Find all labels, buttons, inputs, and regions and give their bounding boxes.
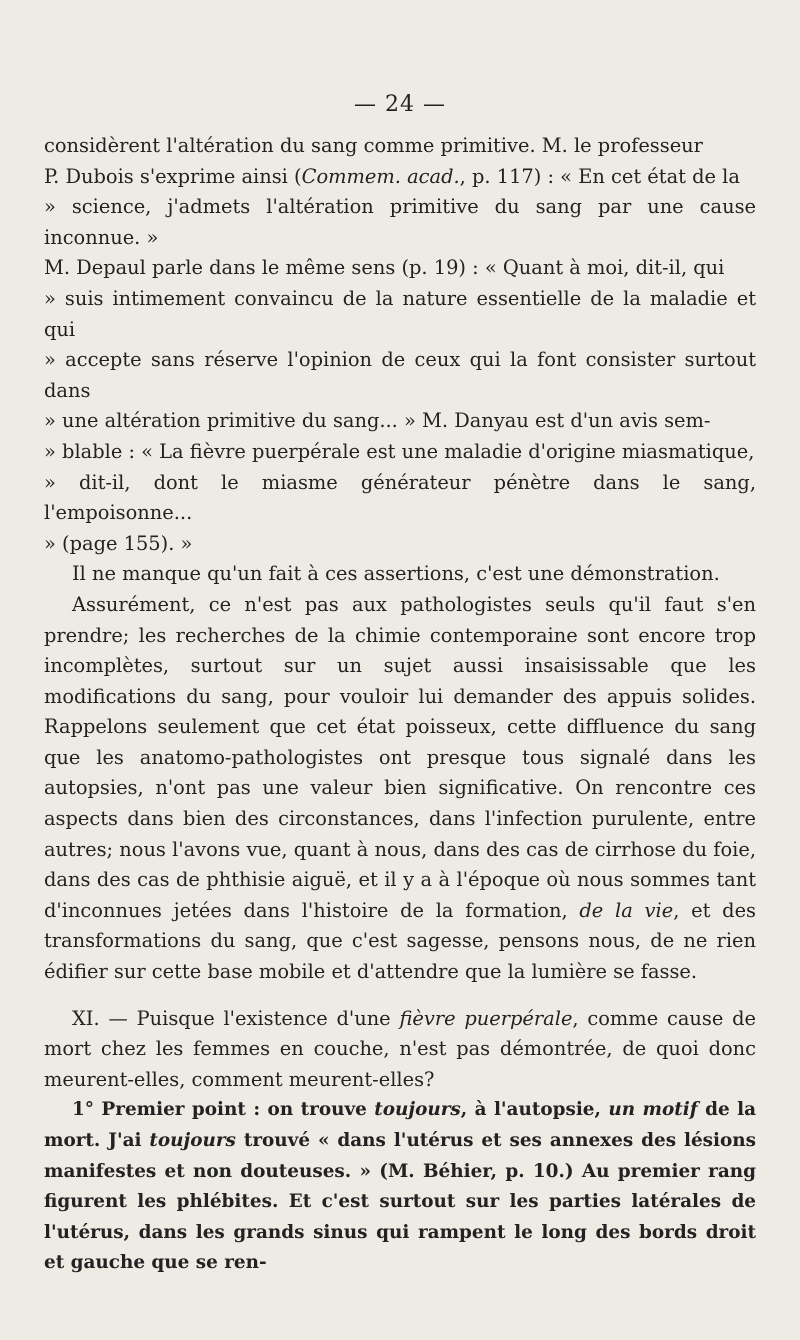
text-line: » blable : « La fièvre puerpérale est une maladie d'origine miasmatique,: [44, 439, 755, 463]
paragraph-assertions: Il ne manque qu'un fait à ces assertions, c'est une démonstration.: [72, 562, 720, 586]
text-line: » accepte sans réserve l'opinion de ceux qui la font consister surtout dans: [44, 348, 756, 402]
text-segment: de la mort. J'ai: [44, 1099, 756, 1151]
emphasis-italic: toujours: [374, 1099, 461, 1121]
text-line: [44, 162, 756, 193]
paragraph-chemistry: [44, 590, 756, 988]
text-segment: XI. — Puisque l'existence d'une: [72, 1006, 400, 1030]
text-segment: , et des transformations du sang, que c'est sagesse, pensons nous, de ne rien édifier sur cette base mobile et d'attendre que la lumière se fasse.: [44, 898, 756, 984]
emphasis-italic: toujours: [149, 1130, 236, 1151]
text-line: M. Depaul parle dans le même sens (p. 19) : « Quant à moi, dit-il, qui: [44, 256, 725, 280]
text-segment: Assurément, ce n'est pas aux pathologistes seuls qu'il faut s'en prendre; les recherches de la chimie contemporaine sont encore trop incomplètes, surtout sur un sujet aussi insaisissable que les modifications du sang, pour vouloir lui demander des appuis solides. Rappelons seulement que cet état poisseux, cette diffluence du sang que les anatomo-pathologistes ont presque tous signalé dans les autopsies, n'ont pas une valeur bien significative. On rencontre ces aspects dans bien des circonstances, dans l'infection purulente, entre autres; nous l'avons vue, quant à nous, dans des cas de cirrhose du foie, dans des cas de phthisie aiguë, et il y a à l'époque où nous sommes tant d'inconnues jetées dans l'histoire de la formation,: [44, 592, 756, 922]
text-line: » (page 155). »: [44, 531, 193, 555]
citation-italic: Commem. acad.: [301, 164, 460, 188]
text-line: » dit-il, dont le miasme générateur pénètre dans le sang, l'empoisonne...: [44, 470, 756, 525]
quoted-opinions-paragraph: [44, 131, 756, 559]
page-number: — 24 —: [354, 92, 446, 117]
text-line: » suis intimement convaincu de la nature essentielle de la maladie et qui: [44, 286, 756, 341]
text-line: » une altération primitive du sang... » M. Danyau est d'un avis sem-: [44, 409, 711, 433]
text-line: » science, j'admets l'altération primitive du sang par une cause inconnue. »: [44, 195, 756, 249]
text-segment: , comme cause de mort chez les femmes en couche, n'est pas démontrée, de quoi donc meurent-elles, comment meurent-elles?: [44, 1006, 756, 1091]
section-xi-paragraph: [44, 1004, 756, 1096]
text-segment: , p. 117) : « En cet état de la: [459, 164, 740, 188]
emphasis-italic: un motif: [608, 1099, 698, 1121]
text-segment: trouvé « dans l'utérus et ses annexes des lésions manifestes et non douteuses. » (M. Béhier, p. 10.) Au premier rang figurent les phlébites. Et c'est surtout sur les parties latérales de l'utérus, dans les grands sinus qui rampent le long des bords droit et gauche que se ren-: [44, 1130, 756, 1274]
text-line: considèrent l'altération du sang comme primitive. M. le professeur: [44, 134, 703, 157]
first-point-paragraph: [44, 1095, 756, 1279]
text-segment: P. Dubois s'exprime ainsi (: [44, 164, 302, 188]
text-segment: , à l'autopsie,: [460, 1099, 609, 1121]
page-body: [44, 131, 756, 1279]
emphasis-italic: fièvre puerpérale: [399, 1006, 573, 1030]
emphasis-italic: de la vie: [579, 898, 674, 922]
text-segment: 1° Premier point : on trouve: [72, 1099, 375, 1121]
